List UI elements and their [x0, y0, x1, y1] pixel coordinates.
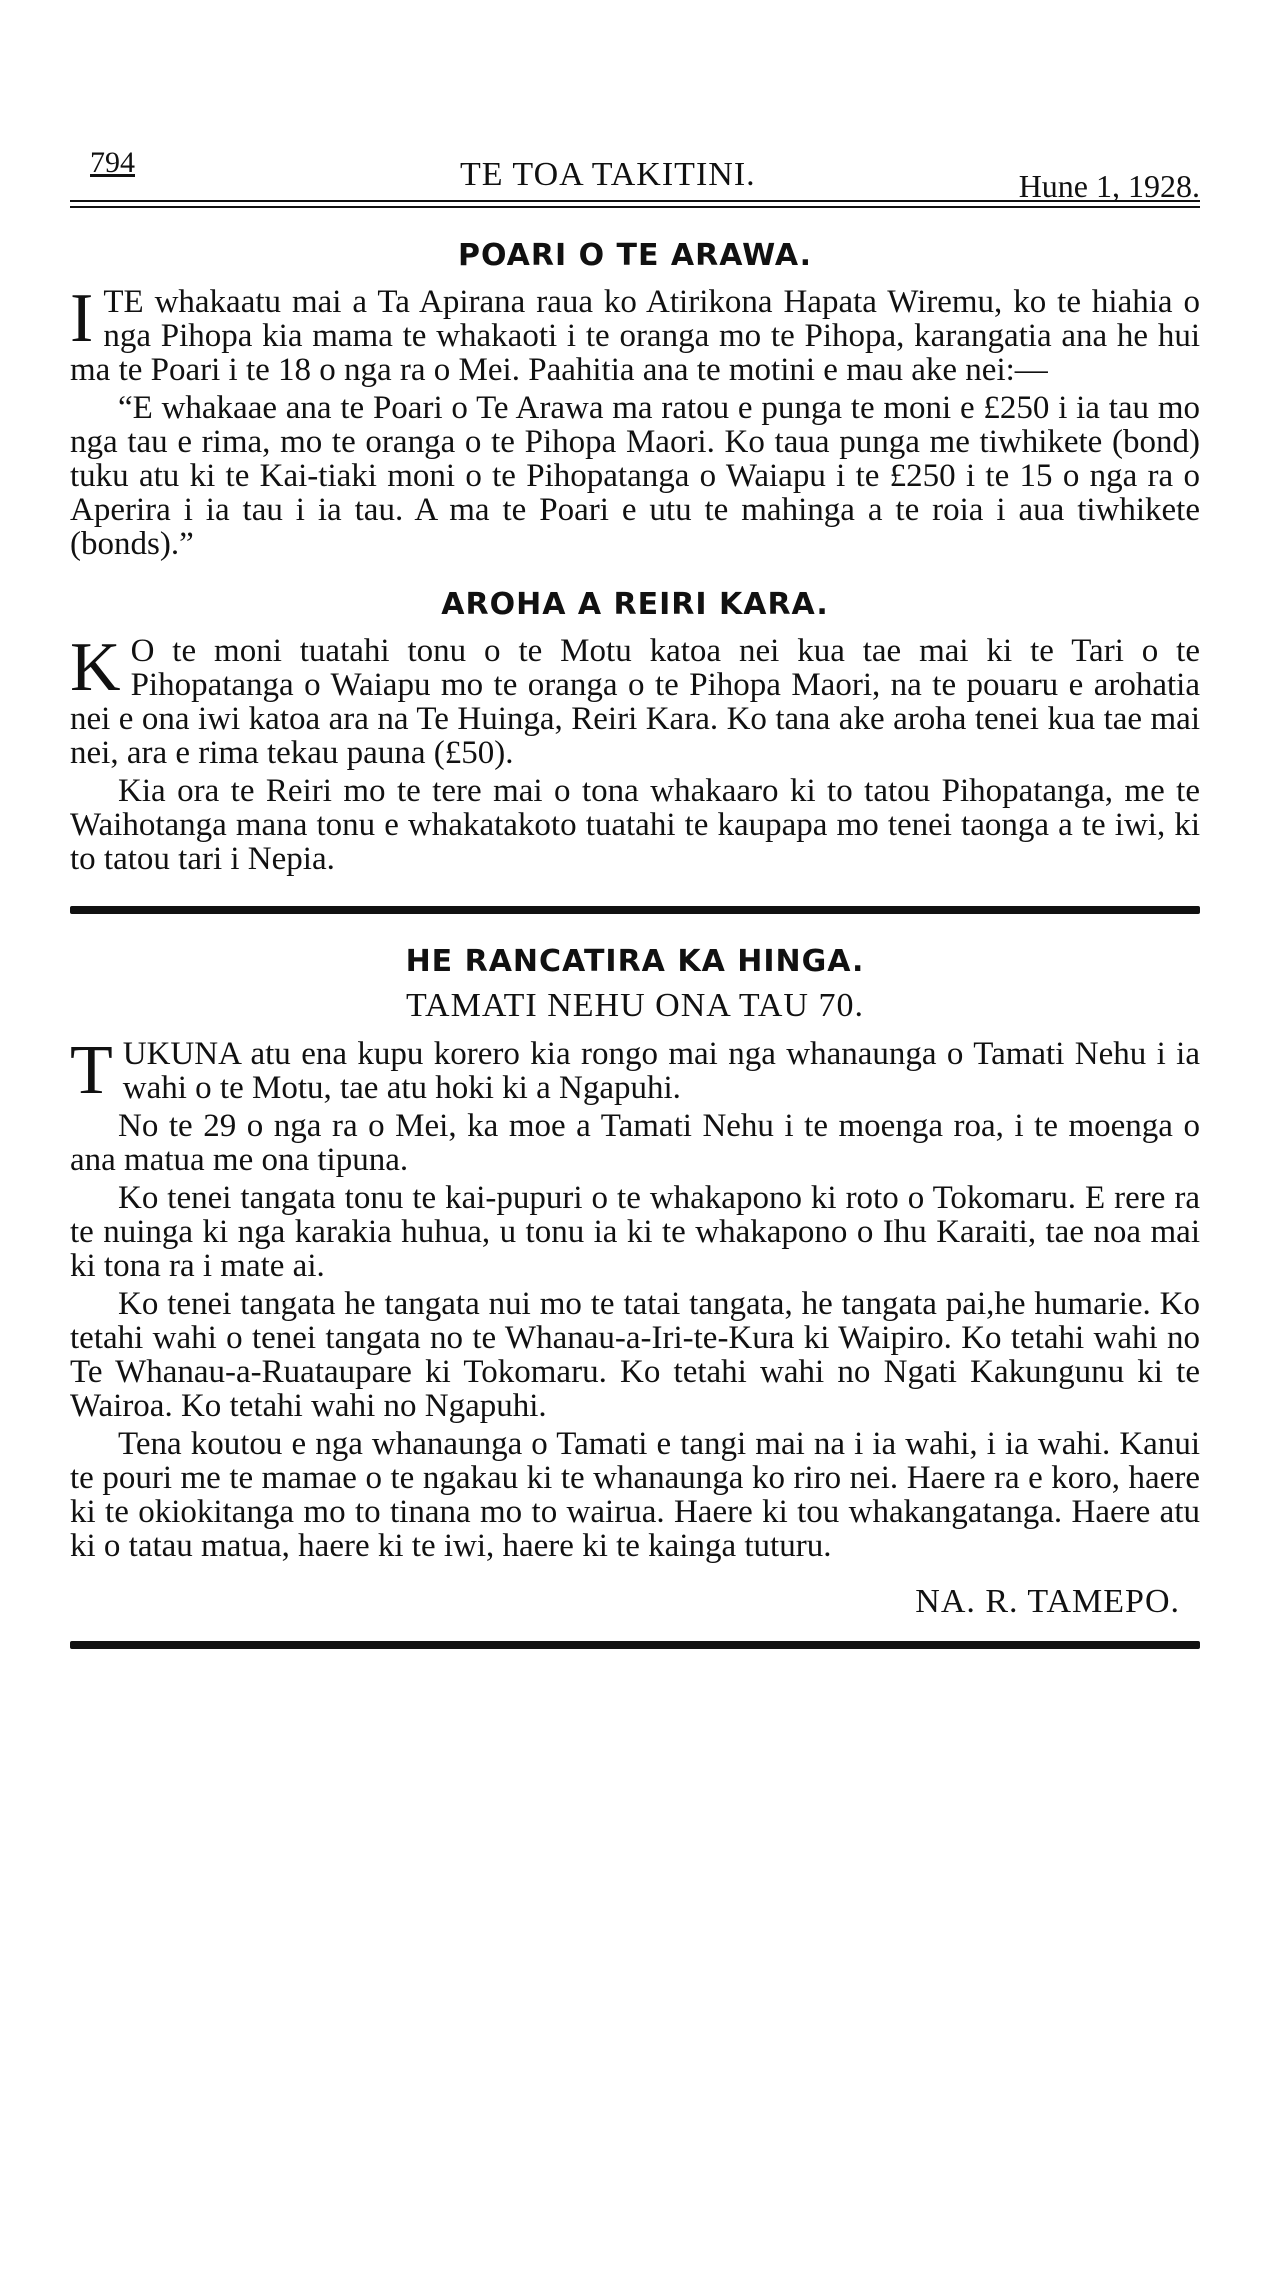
paragraph: Ko tenei tangata he tangata nui mo te tatai tangata, he tangata pai,he humarie. Ko tetahi wahi o tenei tangata no te Whanau-a-Iri-te-Kura ki Waipiro. Ko tetahi wahi no Te Whanau-a-Ruataupare ki Tokomaru. Ko tetahi wahi no Ngati Kakungunu ki te Wairoa. Ko tetahi wahi no Ngapuhi. — [70, 1286, 1200, 1424]
paragraph-text: TE whakaatu mai a Ta Apirana raua ko Atirikona Hapata Wiremu, ko te hiahia o nga Pihopa kia mama te whakaoti i te oranga mo te Pihopa, karangatia ana he hui ma te Poari i te 18 o nga ra o Mei. Paahitia ana te motini e mau ake nei:— — [70, 284, 1200, 388]
drop-cap: I — [70, 280, 94, 357]
paragraph: No te 29 o nga ra o Mei, ka moe a Tamati Nehu i te moenga roa, i te moenga o ana matua me ona tipuna. — [70, 1108, 1200, 1178]
section-heading: POARI O TE ARAWA. — [457, 238, 813, 273]
paragraph-text: O te moni tuatahi tonu o te Motu katoa nei kua tae mai ki te Tari o te Pihopatanga o Waiapu mo te oranga o te Pihopa Maori, na te pouaru e arohatia nei e ona iwi katoa ara na Te Huinga, Reiri Kara. Ko tana ake aroha tenei kua tae mai nei, ara e rima tekau pauna (£50). — [70, 633, 1200, 771]
section-subheading: TAMATI NEHU ONA TAU 70. — [406, 987, 864, 1024]
paragraph: Kia ora te Reiri mo te tere mai o tona whakaaro ki to tatou Pihopatanga, me te Waihotanga mana tonu e whakatakoto tuatahi te kaupapa mo tenei taonga a te iwi, ki to tatou tari i Nepia. — [70, 773, 1200, 877]
page-header — [70, 140, 1200, 204]
section-poari — [70, 238, 1200, 561]
newspaper-page — [70, 140, 1200, 1679]
footer-divider — [70, 1641, 1200, 1649]
section-rangatira — [70, 944, 1200, 1621]
paragraph — [70, 629, 1200, 771]
paragraph — [70, 280, 1200, 388]
paragraph-text: UKUNA atu ena kupu korero kia rongo mai nga whanaunga o Tamati Nehu i ia wahi o te Motu, tae atu hoki ki a Ngapuhi. — [122, 1036, 1200, 1106]
drop-cap: K — [70, 629, 121, 706]
paragraph: Ko tenei tangata tonu te kai-pupuri o te whakapono ki roto o Tokomaru. E rere ra te nuinga ki nga karakia huhua, u tonu ia ki te whakapono o Ihu Karaiti, tae noa mai ki tona ra i mate ai. — [70, 1180, 1200, 1284]
drop-cap: T — [70, 1032, 113, 1109]
page-number: 794 — [90, 146, 135, 179]
section-heading: AROHA A REIRI KARA. — [441, 587, 829, 622]
paragraph: Tena koutou e nga whanaunga o Tamati e tangi mai na i ia wahi, i ia wahi. Kanui te pouri me te mamae o te ngakau ki te whanaunga ko riro nei. Haere ra e koro, haere ki te okiokitanga mo to tinana mo to wairua. Haere ki tou whakangatanga. Haere atu ki o tatau matua, haere ki te iwi, haere ki te kainga tuturu. — [70, 1426, 1200, 1564]
paragraph: “E whakaae ana te Poari o Te Arawa ma ratou e punga te moni e £250 i ia tau mo nga tau e rima, mo te oranga o te Pihopa Maori. Ko taua punga me tiwhikete (bond) tuku atu ki te Kai-tiaki moni o te Pihopatanga o Waiapu i te £250 i te 15 o nga ra o Aperira i ia tau i ia tau. A ma te Poari e utu te mahinga a te roia i aua tiwhikete (bonds).” — [70, 390, 1200, 562]
section-aroha — [70, 587, 1200, 876]
section-divider — [70, 906, 1200, 914]
section-heading: HE RANCATIRA KA HINGA. — [405, 944, 865, 979]
paper-title: TE TOA TAKITINI. — [460, 156, 756, 193]
issue-date: Hune 1, 1928. — [1018, 168, 1200, 204]
paragraph — [70, 1032, 1200, 1109]
signature: NA. R. TAMEPO. — [915, 1583, 1180, 1620]
